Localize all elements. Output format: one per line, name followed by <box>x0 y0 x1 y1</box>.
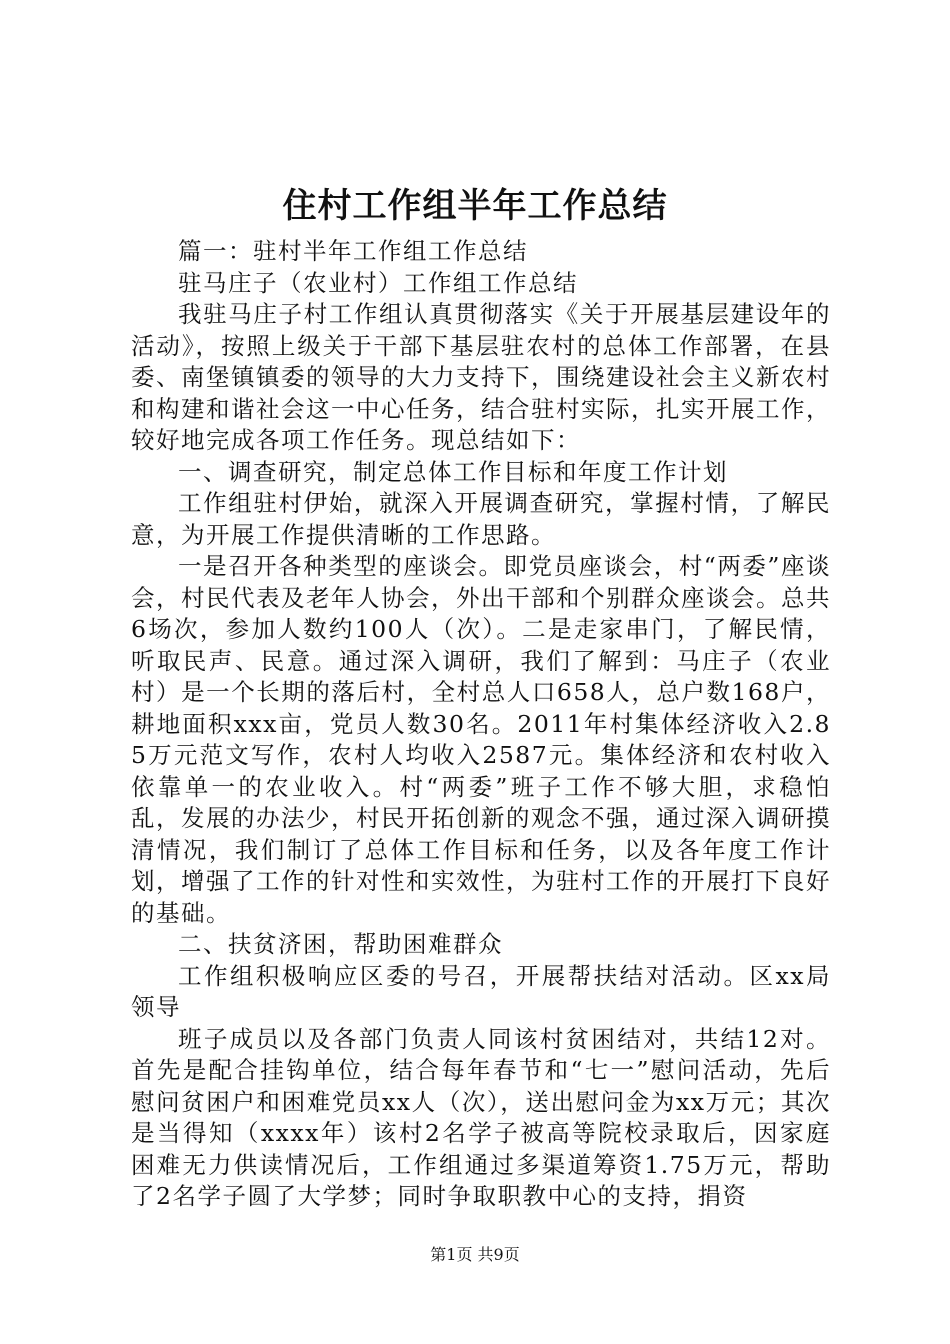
paragraph-support: 班子成员以及各部门负责人同该村贫困结对，共结12对。首先是配合挂钩单位，结合每年春节和“七一”慰问活动，先后慰问贫困户和困难党员xx人（次），送出慰问金为xx万元；其次是当得知（xxxx年）该村2名学子被高等院校录取后，因家庭困难无力供读情况后，工作组通过多渠道筹资1.75万元，帮助了2名学子圆了大学梦；同时争取职教中心的支持，捐资 <box>131 1024 831 1210</box>
paragraph-heading-2: 二、扶贫济困，帮助困难群众 <box>178 930 503 958</box>
document-title: 住村工作组半年工作总结 <box>282 186 668 226</box>
paragraph-research: 工作组驻村伊始，就深入开展调查研究，掌握村情，了解民意，为开展工作提供清晰的工作思路。 <box>131 489 831 549</box>
page-footer: 第1页 共9页 <box>430 1245 520 1264</box>
paragraph-subtitle: 驻马庄子（农业村）工作组工作总结 <box>178 268 578 297</box>
paragraph-section-heading: 篇一：驻村半年工作组工作总结 <box>178 237 528 265</box>
paragraph-meetings: 一是召开各种类型的座谈会。即党员座谈会，村“两委”座谈会，村民代表及老年人协会，外出干部和个别群众座谈会。总共6场次，参加人数约100人（次）。二是走家串门，了解民情，听取民声、民意。通过深入调研，我们了解到：马庄子（农业村）是一个长期的落后村，全村总人口658人，总户数168户，耕地面积xxx亩，党员人数30名。2011年村集体经济收入2.85万元范文写作，农村人均收入2587元。集体经济和农村收入依靠单一的农业收入。村“两委”班子工作不够大胆，求稳怕乱，发展的办法少，村民开拓创新的观念不强，通过深入调研摸清情况，我们制订了总体工作目标和任务，以及各年度工作计划，增强了工作的针对性和实效性，为驻村工作的开展打下良好的基础。 <box>131 552 831 927</box>
paragraph-heading-1: 一、调查研究，制定总体工作目标和年度工作计划 <box>178 457 728 486</box>
document-body <box>131 236 831 1213</box>
paragraph-intro: 我驻马庄子村工作组认真贯彻落实《关于开展基层建设年的活动》，按照上级关于干部下基层驻农村的总体工作部署，在县委、南堡镇镇委的领导的大力支持下，围绕建设社会主义新农村和构建和谐社会这一中心任务，结合驻村实际，扎实开展工作，较好地完成各项工作任务。现总结如下： <box>131 300 831 454</box>
paragraph-pairing: 工作组积极响应区委的号召，开展帮扶结对活动。区xx局领导 <box>131 961 831 1021</box>
